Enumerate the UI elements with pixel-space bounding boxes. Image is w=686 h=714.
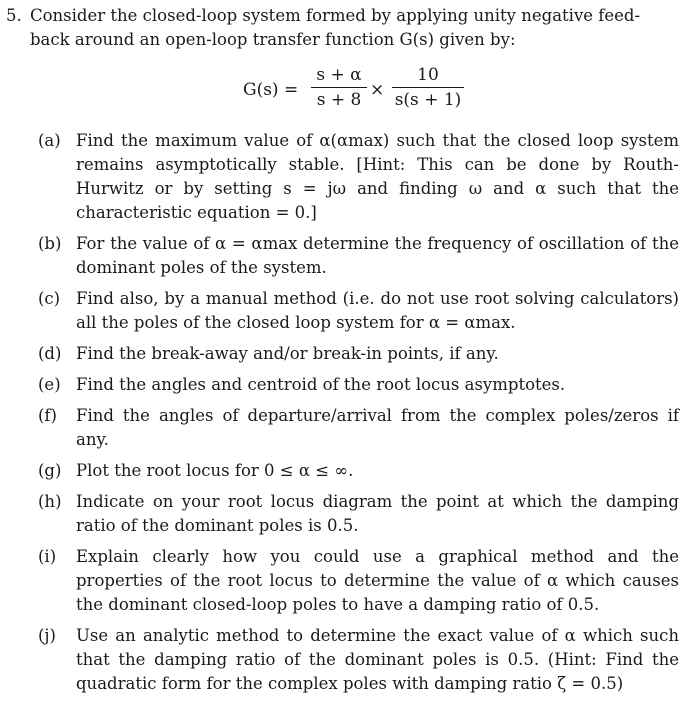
question-part-g	[0, 459, 686, 483]
problem-intro-line2: back around an open-loop transfer function G(s) given by:	[30, 30, 516, 49]
part-label: (i)	[38, 547, 57, 566]
fraction-bar	[311, 87, 367, 88]
question-part-i	[0, 545, 686, 617]
fraction-bar	[392, 87, 464, 88]
question-parts-list	[0, 129, 686, 703]
fraction-1-denominator: s + 8	[316, 90, 362, 110]
question-part-h	[0, 490, 686, 538]
question-part-a	[0, 129, 686, 225]
part-label: (c)	[38, 289, 61, 308]
fraction-2	[392, 64, 464, 111]
question-part-c	[0, 287, 686, 335]
part-text: For the value of α = αmax determine the frequency of oscillation of the dominant poles of the system.	[76, 234, 679, 277]
equation-lhs: G(s) =	[243, 80, 299, 100]
problem-intro-text-1: Consider the closed-loop system formed by applying unity negative feed-	[30, 6, 641, 25]
part-label: (h)	[38, 492, 62, 511]
fraction-2-numerator: 10	[417, 65, 439, 85]
part-text: Explain clearly how you could use a graphical method and the properties of the root locus to determine the value of α which causes the dominant closed-loop poles to have a damping ratio of 0.5.	[76, 547, 679, 614]
fraction-2-denominator: s(s + 1)	[394, 90, 462, 110]
fraction-1-numerator: s + α	[316, 65, 362, 85]
part-text: Plot the root locus for 0 ≤ α ≤ ∞.	[76, 461, 354, 480]
part-label: (a)	[38, 131, 61, 150]
part-label: (j)	[38, 626, 56, 645]
question-part-d	[0, 342, 686, 366]
problem-number: 5.	[6, 6, 22, 25]
part-text: Indicate on your root locus diagram the point at which the damping ratio of the dominant poles is 0.5.	[76, 492, 679, 535]
question-part-b	[0, 232, 686, 280]
part-text: Find the angles and centroid of the root locus asymptotes.	[76, 375, 566, 394]
question-part-j	[0, 624, 686, 696]
part-text: Find also, by a manual method (i.e. do not use root solving calculators) all the poles of the closed loop system for α = αmax.	[76, 289, 679, 332]
part-label: (e)	[38, 375, 61, 394]
fraction-1	[311, 64, 367, 111]
problem-intro-line1	[6, 4, 678, 28]
part-text: Find the break-away and/or break-in points, if any.	[76, 344, 499, 363]
problem-statement	[6, 4, 678, 52]
part-label: (b)	[38, 234, 62, 253]
question-part-e	[0, 373, 686, 397]
part-text: Find the maximum value of α(αmax) such that the closed loop system remains asymptotically stable. [Hint: This can be done by Routh-Hurwitz or by setting s = jω and finding ω and α such that the characteristic equation = 0.]	[76, 131, 679, 222]
part-text: Find the angles of departure/arrival from the complex poles/zeros if any.	[76, 406, 679, 449]
times-symbol: ×	[370, 80, 385, 100]
part-text: Use an analytic method to determine the exact value of α which such that the damping ratio of the dominant poles is 0.5. (Hint: Find the quadratic form for the complex poles with damping ratio ζ = 0.5)	[76, 626, 679, 693]
part-label: (g)	[38, 461, 62, 480]
question-part-f	[0, 404, 686, 452]
transfer-function-equation	[0, 64, 686, 120]
part-label: (d)	[38, 344, 62, 363]
part-label: (f)	[38, 406, 57, 425]
